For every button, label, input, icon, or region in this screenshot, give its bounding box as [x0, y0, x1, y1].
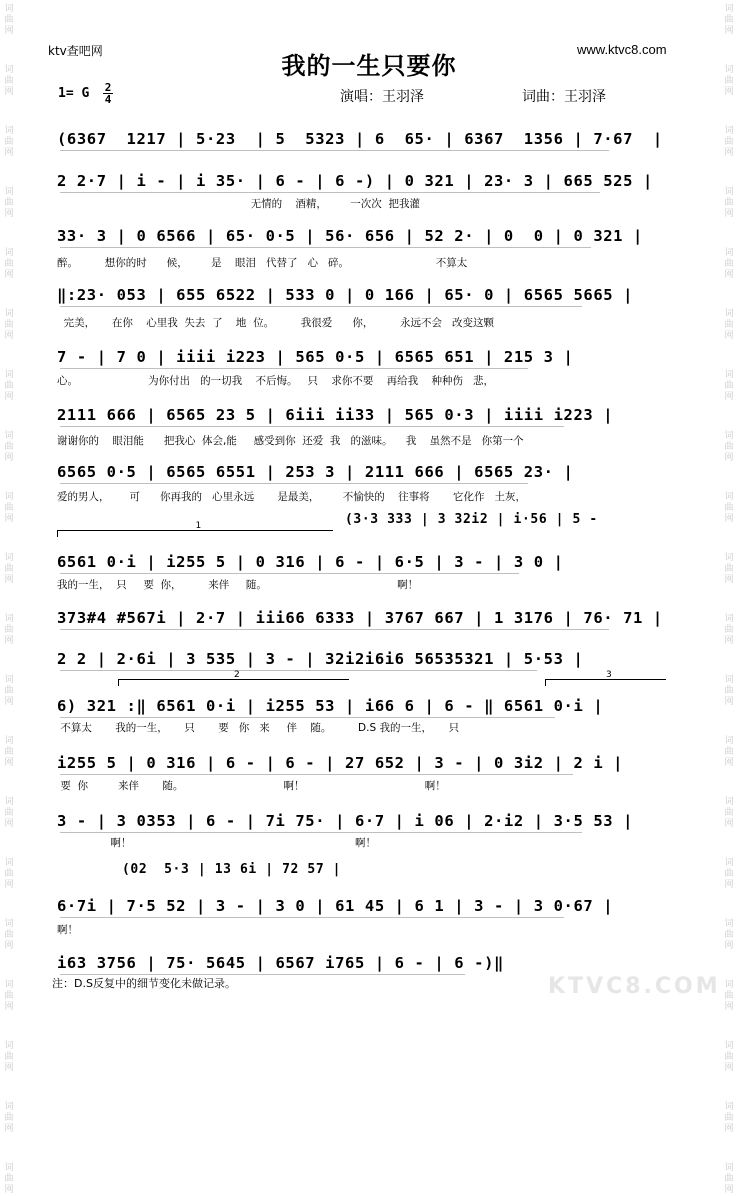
side-mark: 词 曲 网: [724, 1041, 734, 1073]
side-mark: 词 曲 网: [724, 675, 734, 707]
side-mark: 词 曲 网: [4, 431, 14, 463]
side-mark: 词 曲 网: [4, 4, 14, 36]
side-mark: 词 曲 网: [4, 187, 14, 219]
score-notes-line: 2 2·7 | i - | i 35· | 6 - | 6 -) | 0 321 | 23· 3 | 665 525 |: [57, 172, 653, 190]
score-notes-line: 6561 0·i | i255 5 | 0 316 | 6 - | 6·5 | 3 - | 3 0 |: [57, 553, 564, 571]
interlude-upper-2: (02 5·3 | 13 6i | 72 57 |: [122, 862, 342, 877]
underline-beam: [60, 573, 519, 574]
score-notes-line: 6565 0·5 | 6565 6551 | 253 3 | 2111 666 | 6565 23· |: [57, 463, 574, 481]
underline-beam: [60, 774, 573, 775]
side-mark: 词 曲 网: [4, 492, 14, 524]
song-title: 我的一生只要你: [281, 51, 457, 80]
side-mark: 词 曲 网: [724, 1163, 734, 1195]
score-notes-line: 6·7i | 7·5 52 | 3 - | 3 0 | 61 45 | 6 1 | 3 - | 3 0·67 |: [57, 897, 614, 915]
underline-beam: [60, 306, 582, 307]
side-mark: 词 曲 网: [724, 370, 734, 402]
footnote: 注：D.S反复中的细节变化未做记录。: [52, 977, 236, 990]
side-mark: 词 曲 网: [724, 126, 734, 158]
site-logo-left: ktv查吧网: [48, 44, 103, 58]
side-mark: 词 曲 网: [724, 736, 734, 768]
side-mark: 词 曲 网: [724, 309, 734, 341]
side-mark: 词 曲 网: [4, 370, 14, 402]
side-mark: 词 曲 网: [724, 614, 734, 646]
side-mark: 词 曲 网: [724, 553, 734, 585]
side-mark: 词 曲 网: [4, 675, 14, 707]
score-notes-line: i63 3756 | 75· 5645 | 6567 i765 | 6 - | 6 -)‖: [57, 954, 504, 972]
score-lyrics-line: 心。 为你付出 的一切我 不后悔。 只 求你不要 再给我 种种伤 悲，: [57, 375, 495, 387]
score-lyrics-line: 无情的 酒精， 一次次 把我灌: [57, 198, 420, 210]
side-mark: 词 曲 网: [724, 187, 734, 219]
side-mark: 词 曲 网: [4, 126, 14, 158]
score-lyrics-line: 啊！: [57, 924, 78, 936]
side-mark: 词 曲 网: [724, 980, 734, 1012]
underline-beam: [60, 368, 528, 369]
side-mark: 词 曲 网: [4, 553, 14, 585]
side-mark: 词 曲 网: [4, 1041, 14, 1073]
score-notes-line: 33· 3 | 0 6566 | 65· 0·5 | 56· 656 | 52 2· | 0 0 | 0 321 |: [57, 227, 643, 245]
side-mark: 词 曲 网: [724, 797, 734, 829]
score-notes-line: (6367 1217 | 5·23 | 5 5323 | 6 65· | 6367 1356 | 7·67 |: [57, 130, 663, 148]
side-mark: 词 曲 网: [4, 65, 14, 97]
score-notes-line: 7 - | 7 0 | iiii i223 | 565 0·5 | 6565 651 | 215 3 |: [57, 348, 574, 366]
score-lyrics-line: 完美， 在你 心里我 失去 了 地 位。 我很爱 你， 永远不会 改变这颗: [57, 317, 495, 329]
singer-credit: 演唱：王羽泽: [340, 89, 424, 105]
side-mark: 词 曲 网: [724, 4, 734, 36]
side-mark: 词 曲 网: [4, 919, 14, 951]
score-notes-line: i255 5 | 0 316 | 6 - | 6 - | 27 652 | 3 - | 0 3i2 | 2 i |: [57, 754, 624, 772]
score-lyrics-line: 谢谢你的 眼泪能 把我心 体会,能 感受到你 还爱 我 的滋味。 我 虽然不是 你第一个: [57, 435, 524, 447]
underline-beam: [60, 670, 537, 671]
side-mark: 词 曲 网: [4, 858, 14, 890]
volta-2: 2: [118, 679, 349, 686]
side-watermark-left: [2, 0, 16, 1195]
score-lyrics-line: 不算太 我的一生， 只 要 你 来 伴 随。 D.S 我的一生， 只: [57, 722, 460, 734]
side-mark: 词 曲 网: [4, 248, 14, 280]
score-lyrics-line: 醉。 想你的时 候， 是 眼泪 代替了 心 碎。 不算太: [57, 257, 468, 269]
underline-beam: [60, 483, 528, 484]
underline-beam: [60, 717, 555, 718]
score-lyrics-line: 爱的男人， 可 你再我的 心里永远 是最美， 不愉快的 往事将 它化作 土灰，: [57, 491, 527, 503]
side-mark: 词 曲 网: [4, 309, 14, 341]
composer-credit: 词曲：王羽泽: [522, 89, 606, 105]
side-mark: 词 曲 网: [4, 980, 14, 1012]
interlude-upper: (3·3 333 | 3 32i2 | i·56 | 5 -: [345, 512, 598, 527]
side-mark: 词 曲 网: [4, 1102, 14, 1134]
underline-beam: [60, 150, 609, 151]
underline-beam: [60, 832, 582, 833]
side-watermark-right: [722, 0, 736, 1195]
score-notes-line: 373#4 #567i | 2·7 | iii66 6333 | 3767 667 | 1 3176 | 76· 71 |: [57, 609, 663, 627]
watermark-logo: KTVC8.COM: [548, 974, 721, 999]
side-mark: 词 曲 网: [724, 431, 734, 463]
score-notes-line: 6) 321 :‖ 6561 0·i | i255 53 | i66 6 | 6 - ‖ 6561 0·i |: [57, 697, 604, 715]
site-url-right: www.ktvc8.com: [577, 42, 667, 57]
side-mark: 词 曲 网: [724, 248, 734, 280]
underline-beam: [60, 426, 564, 427]
underline-beam: [60, 247, 591, 248]
side-mark: 词 曲 网: [4, 1163, 14, 1195]
score-notes-line: 2111 666 | 6565 23 5 | 6iii ii33 | 565 0·3 | iiii i223 |: [57, 406, 614, 424]
key-signature: 1= G: [58, 86, 90, 101]
side-mark: 词 曲 网: [724, 65, 734, 97]
side-mark: 词 曲 网: [4, 797, 14, 829]
score-lyrics-line: 我的一生， 只 要 你， 来伴 随。 啊！: [57, 579, 419, 591]
side-mark: 词 曲 网: [4, 736, 14, 768]
underline-beam: [60, 917, 564, 918]
volta-3: 3: [545, 679, 666, 686]
score-lyrics-line: 啊！ 啊！: [57, 837, 377, 849]
side-mark: 词 曲 网: [724, 919, 734, 951]
side-mark: 词 曲 网: [4, 614, 14, 646]
score-lyrics-line: 要 你 来伴 随。 啊！ 啊！: [57, 780, 446, 792]
score-notes-line: 2 2 | 2·6i | 3 535 | 3 - | 32i2i6i6 56535321 | 5·53 |: [57, 650, 584, 668]
side-mark: 词 曲 网: [724, 858, 734, 890]
score-notes-line: ‖:23· 053 | 655 6522 | 533 0 | 0 166 | 65· 0 | 6565 5665 |: [57, 286, 634, 304]
side-mark: 词 曲 网: [724, 1102, 734, 1134]
underline-beam: [60, 192, 600, 193]
volta-1: 1: [57, 530, 333, 537]
side-mark: 词 曲 网: [724, 492, 734, 524]
score-notes-line: 3 - | 3 0353 | 6 - | 7i 75· | 6·7 | i 06 | 2·i2 | 3·5 53 |: [57, 812, 634, 830]
underline-beam: [60, 629, 609, 630]
time-signature: 2 4: [104, 81, 112, 106]
